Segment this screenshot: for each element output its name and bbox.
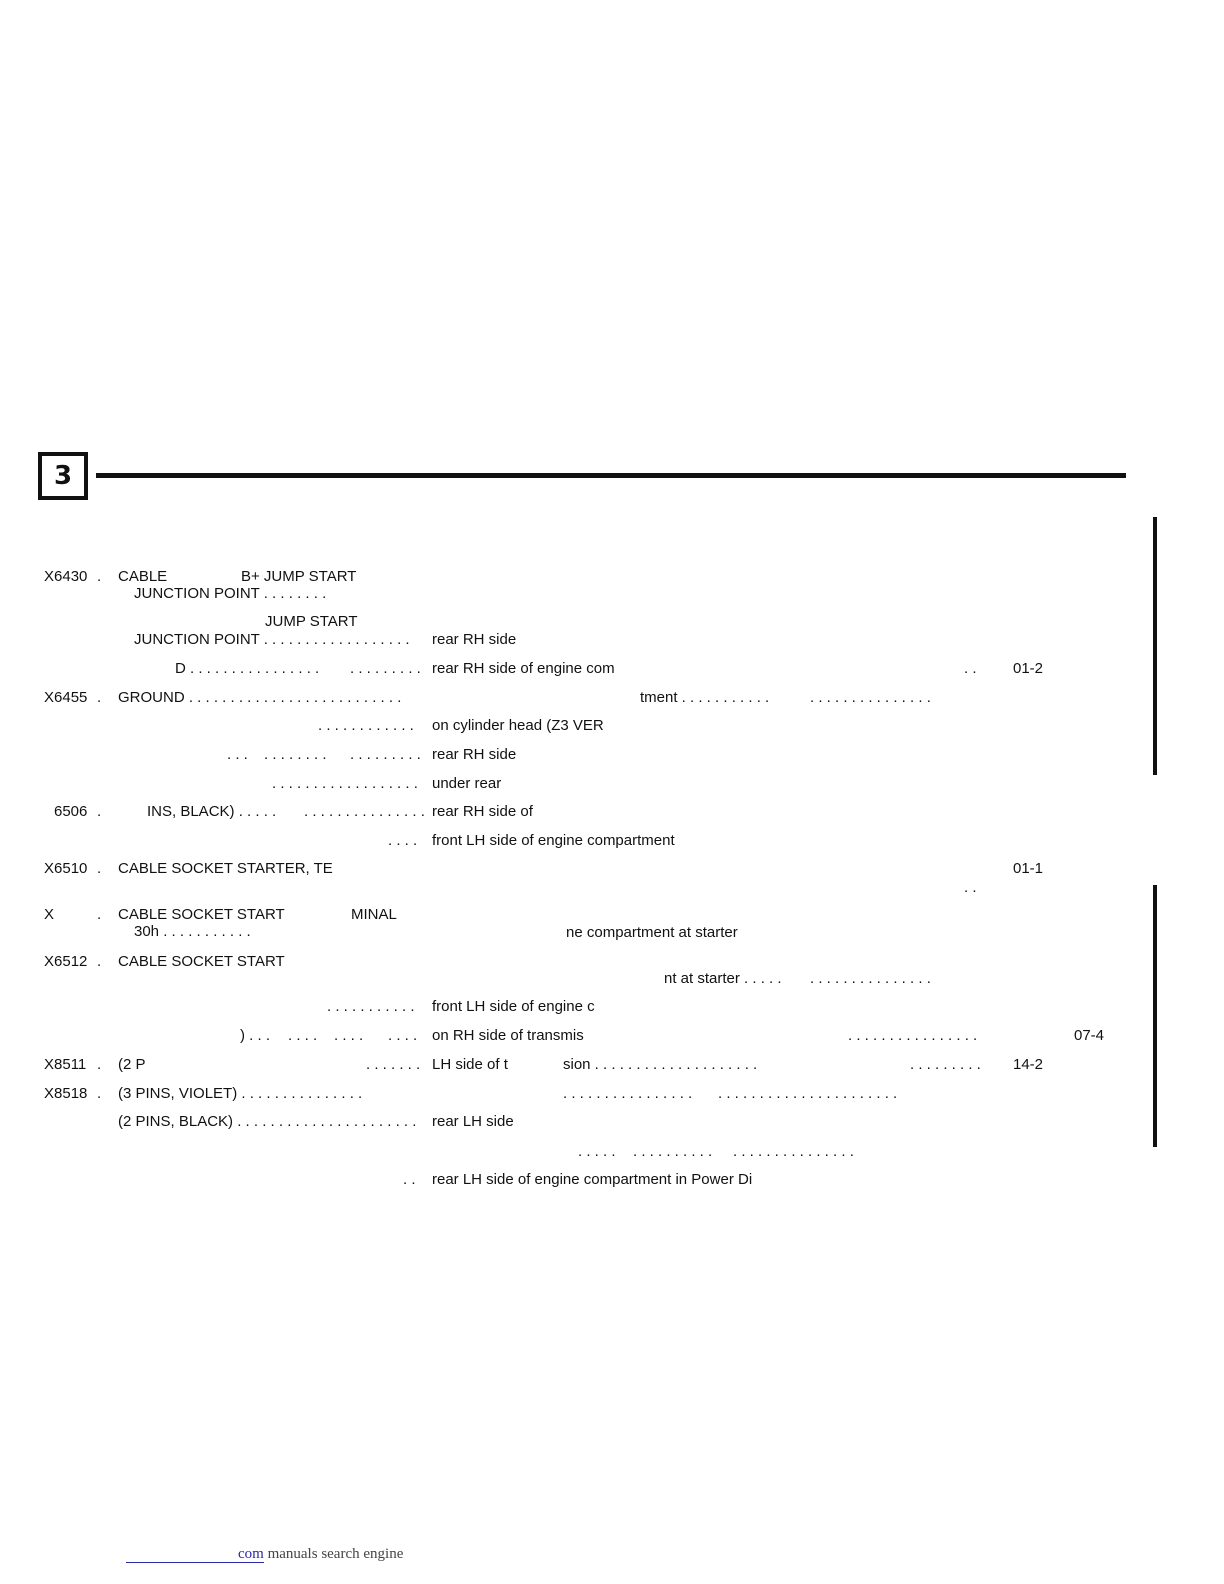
connector-location: rear RH side of engine com bbox=[432, 660, 615, 677]
leader-dots: . . . . . . . . . bbox=[350, 660, 421, 677]
leader-dots: . . . . . . . . . . . . . . . bbox=[810, 970, 931, 987]
leader-dots: ) . . . bbox=[240, 1027, 270, 1044]
leader-dots: . . . . . . . . . . . . . . . bbox=[810, 689, 931, 706]
footer bbox=[126, 1546, 403, 1563]
leader-dots: . . bbox=[964, 879, 977, 896]
connector-location: sion . . . . . . . . . . . . . . . . . . . . bbox=[563, 1056, 758, 1073]
connector-location: rear LH side of engine compartment in Power Di bbox=[432, 1171, 753, 1188]
connector-name: (2 P bbox=[118, 1056, 146, 1073]
section-badge bbox=[38, 452, 88, 500]
connector-location: front LH side of engine compartment bbox=[432, 832, 675, 849]
section-number: 3 bbox=[53, 461, 73, 491]
connector-code: X bbox=[44, 906, 55, 923]
connector-name: B+ JUMP START bbox=[241, 568, 357, 585]
connector-name: CABLE bbox=[118, 568, 168, 585]
connector-name-continued: JUNCTION POINT . . . . . . . . . . . . . . . . . . bbox=[134, 631, 410, 648]
connector-name: (3 PINS, VIOLET) . . . . . . . . . . . . . . . bbox=[118, 1085, 363, 1102]
connector-name: (2 PINS, BLACK) . . . . . . . . . . . . . . . . . . . . . . bbox=[118, 1113, 417, 1130]
leader-dot: . bbox=[97, 860, 102, 877]
connector-name: CABLE SOCKET START bbox=[118, 953, 285, 970]
leader-dots: . . . . . bbox=[578, 1143, 616, 1160]
grid-reference: 01-2 bbox=[1013, 660, 1044, 677]
connector-location: nt at starter . . . . . bbox=[664, 970, 782, 987]
connector-location: LH side of t bbox=[432, 1056, 508, 1073]
connector-name: JUMP START bbox=[265, 613, 358, 630]
connector-code: X6455 bbox=[44, 689, 88, 706]
leader-dots: . . . . bbox=[334, 1027, 364, 1044]
grid-reference: 01-1 bbox=[1013, 860, 1044, 877]
header-rule bbox=[96, 473, 1126, 478]
connector-code: X6430 bbox=[44, 568, 88, 585]
leader-dots: . . . . . . . . . . . . . . . . bbox=[563, 1085, 693, 1102]
change-bar bbox=[1153, 885, 1157, 1147]
leader-dot: . bbox=[97, 689, 102, 706]
connector-code: X8511 bbox=[44, 1056, 87, 1073]
leader-dots: . . . . bbox=[288, 1027, 318, 1044]
leader-dots: . . . . . . . . . . . . . . . . . . bbox=[272, 775, 418, 792]
connector-location: on cylinder head (Z3 VER bbox=[432, 717, 604, 734]
connector-location: ne compartment at starter bbox=[566, 924, 738, 941]
change-bar bbox=[1153, 517, 1157, 775]
connector-code: X6512 bbox=[44, 953, 88, 970]
leader-dots: . . . . . . . . bbox=[264, 746, 327, 763]
connector-name: GROUND . . . . . . . . . . . . . . . . . . . . . . . . . . bbox=[118, 689, 402, 706]
leader-dot: . bbox=[97, 953, 102, 970]
connector-location: tment . . . . . . . . . . . bbox=[640, 689, 770, 706]
leader-dots: . . . . . . . . . bbox=[350, 746, 421, 763]
footer-link[interactable]: com bbox=[126, 1546, 264, 1563]
leader-dots: . . . . . . . . . . . . . . . bbox=[733, 1143, 854, 1160]
grid-reference: 07-4 bbox=[1074, 1027, 1105, 1044]
leader-dots: . . . bbox=[227, 746, 248, 763]
connector-name: CABLE SOCKET STARTER, TE bbox=[118, 860, 333, 877]
leader-dots: . . . . . . . . . . . . . . . bbox=[304, 803, 425, 820]
connector-name-continued: JUNCTION POINT . . . . . . . . bbox=[134, 585, 327, 602]
connector-location: under rear bbox=[432, 775, 502, 792]
leader-dot: . bbox=[97, 803, 102, 820]
leader-dots: . . . . . . . . . . . bbox=[327, 998, 415, 1015]
connector-code: 6506 bbox=[54, 803, 88, 820]
connector-location: front LH side of engine c bbox=[432, 998, 595, 1015]
leader-dots: . . . . bbox=[388, 832, 418, 849]
leader-dots: . . . . . . . bbox=[366, 1056, 421, 1073]
connector-location: on RH side of transmis bbox=[432, 1027, 584, 1044]
leader-dots: . . . . bbox=[388, 1027, 418, 1044]
leader-dots: . . bbox=[964, 660, 977, 677]
connector-code: X8518 bbox=[44, 1085, 88, 1102]
leader-dot: . bbox=[97, 1056, 102, 1073]
leader-dots: . . . . . . . . . . bbox=[633, 1143, 713, 1160]
connector-location: rear RH side bbox=[432, 746, 517, 763]
connector-location: rear RH side bbox=[432, 631, 517, 648]
connector-location: rear LH side bbox=[432, 1113, 514, 1130]
leader-dot: . bbox=[97, 906, 102, 923]
leader-dots: . . . . . . . . . . . . . . . . . . . . . . bbox=[718, 1085, 898, 1102]
connector-name: CABLE SOCKET START bbox=[118, 906, 285, 923]
text-fragment: D . . . . . . . . . . . . . . . . bbox=[175, 660, 320, 677]
grid-reference: 14-2 bbox=[1013, 1056, 1044, 1073]
connector-name: INS, BLACK) . . . . . bbox=[147, 803, 277, 820]
leader-dots: . . . . . . . . . . . . bbox=[318, 717, 414, 734]
connector-location: rear RH side of bbox=[432, 803, 533, 820]
leader-dots: . . . . . . . . . . . . . . . . bbox=[848, 1027, 978, 1044]
leader-dot: . bbox=[97, 1085, 102, 1102]
connector-code: X6510 bbox=[44, 860, 88, 877]
connector-name: MINAL bbox=[351, 906, 397, 923]
footer-text: manuals search engine bbox=[267, 1546, 404, 1562]
leader-dots: . . bbox=[403, 1171, 416, 1188]
leader-dots: . . . . . . . . . bbox=[910, 1056, 981, 1073]
connector-name-continued: 30h . . . . . . . . . . . bbox=[134, 923, 251, 940]
leader-dot: . bbox=[97, 568, 102, 585]
